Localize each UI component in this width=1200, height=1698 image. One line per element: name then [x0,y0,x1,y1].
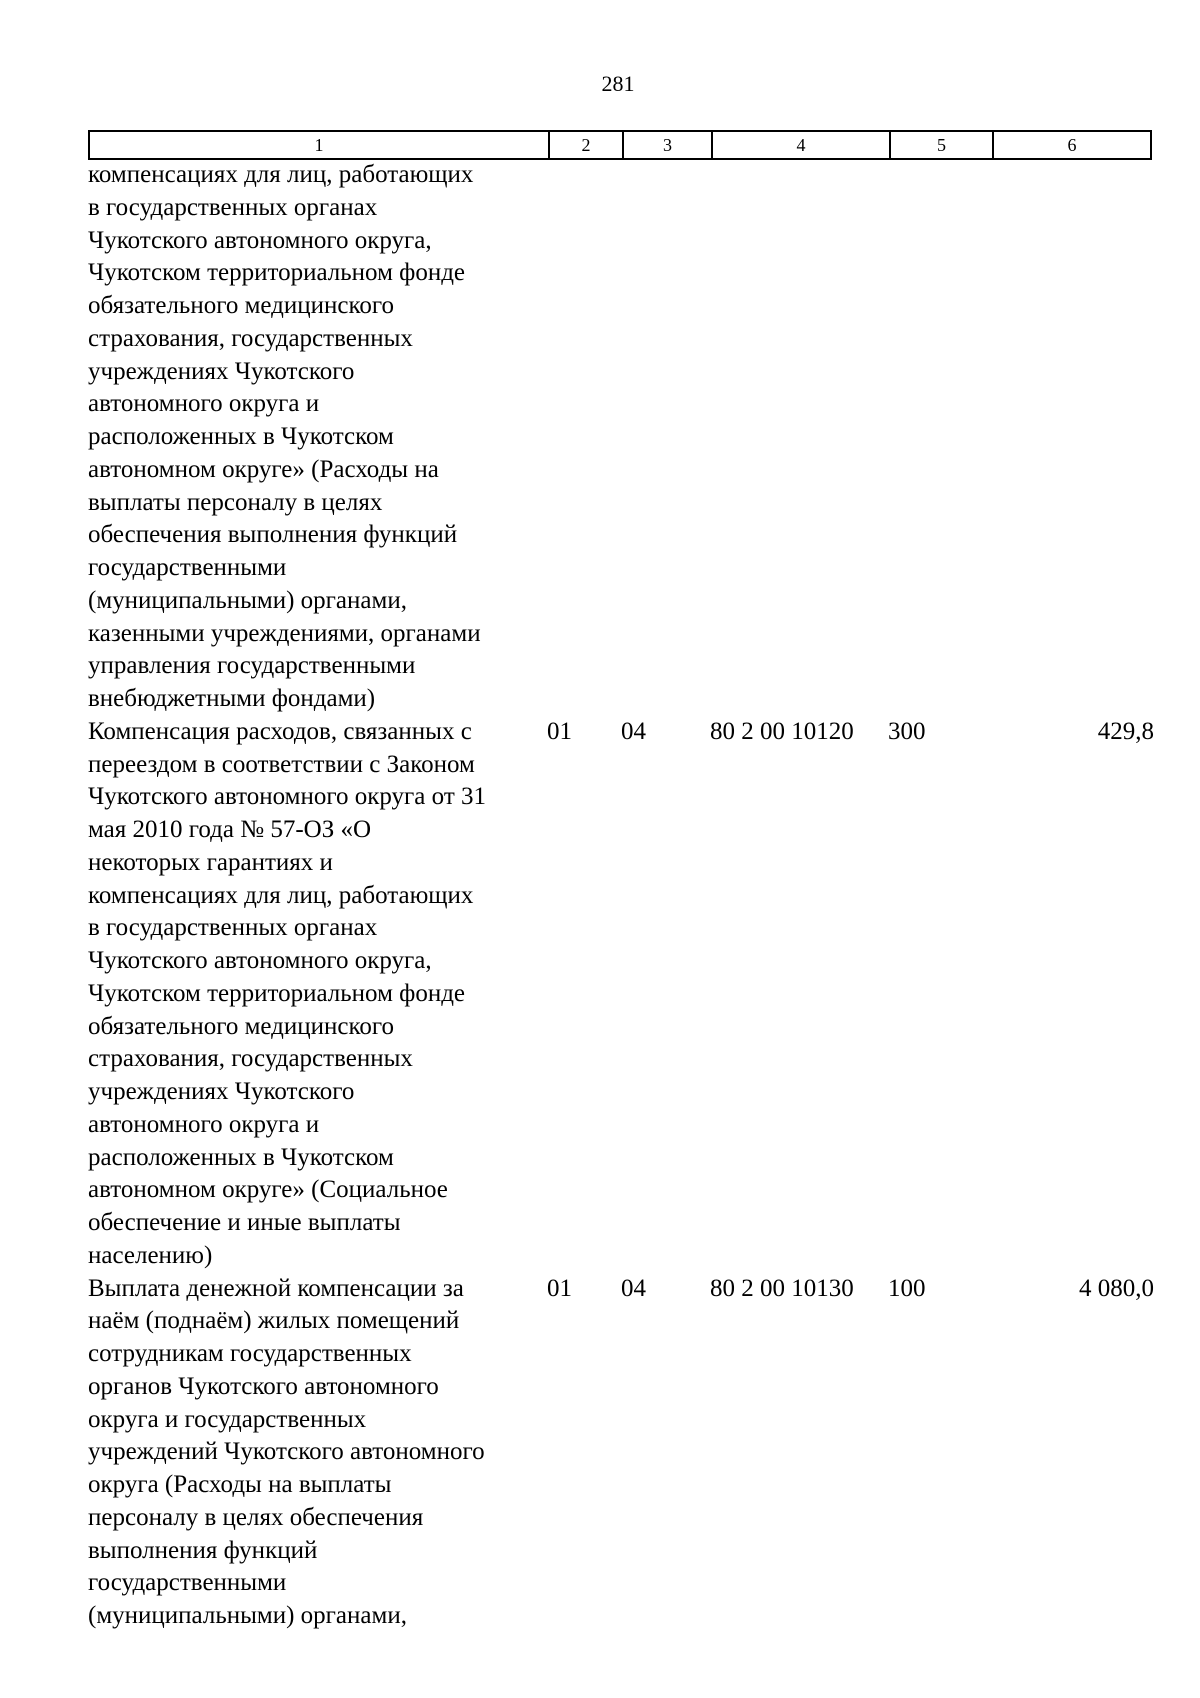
row-description: Выплата денежной компенсации за наём (поднаём) жилых помещений сотрудникам государственных органов Чукотского автономного округа и государственных учреждений Чукотского автономного округа (Расходы на выплаты персоналу в целях обеспечения выполнения функций государственными (муниципальными) органами, [88,1274,485,1629]
row-subsection-code: 04 [621,1274,646,1302]
row-amount: 4 080,0 [1079,1274,1154,1302]
table-row [88,716,1154,1273]
table-row [88,1273,1154,1633]
row-section-code: 01 [547,1274,572,1302]
header-cell-2: 2 [550,132,624,158]
row-target-article: 80 2 00 10130 [710,1274,854,1302]
row-expense-type: 300 [888,717,926,745]
table-row [88,159,1154,716]
header-cell-3: 3 [624,132,713,158]
row-amount: 429,8 [1097,717,1154,745]
row-description: Компенсация расходов, связанных с переездом в соответствии с Законом Чукотского автономного округа от 31 мая 2010 года № 57-ОЗ «О некоторых гарантиях и компенсациях для лиц, работающих в государственных органах Чукотского автономного округа, Чукотском территориальном фонде обязательного медицинского страхования, государственных учреждениях Чукотского автономного округа и расположенных в Чукотском автономном округе» (Социальное обеспечение и иные выплаты населению) [88,717,486,1269]
row-description: компенсациях для лиц, работающих в государственных органах Чукотского автономного округа, Чукотском территориальном фонде обязательного медицинского страхования, государственных учреждениях Чукотского автономного округа и расположенных в Чукотском автономном округе» (Расходы на выплаты персоналу в целях обеспечения выполнения функций государственными (муниципальными) органами, казенными учреждениями, органами управления государственными внебюджетными фондами) [88,161,481,712]
table-body [88,159,1154,1633]
row-section-code: 01 [547,717,572,745]
header-cell-5: 5 [891,132,994,158]
page-number: 281 [601,71,635,96]
header-cell-4: 4 [713,132,891,158]
row-target-article: 80 2 00 10120 [710,717,854,745]
row-subsection-code: 04 [621,717,646,745]
table-header-row [88,130,1152,160]
row-expense-type: 100 [888,1274,926,1302]
header-cell-1: 1 [90,132,550,158]
header-cell-6: 6 [1067,135,1077,155]
